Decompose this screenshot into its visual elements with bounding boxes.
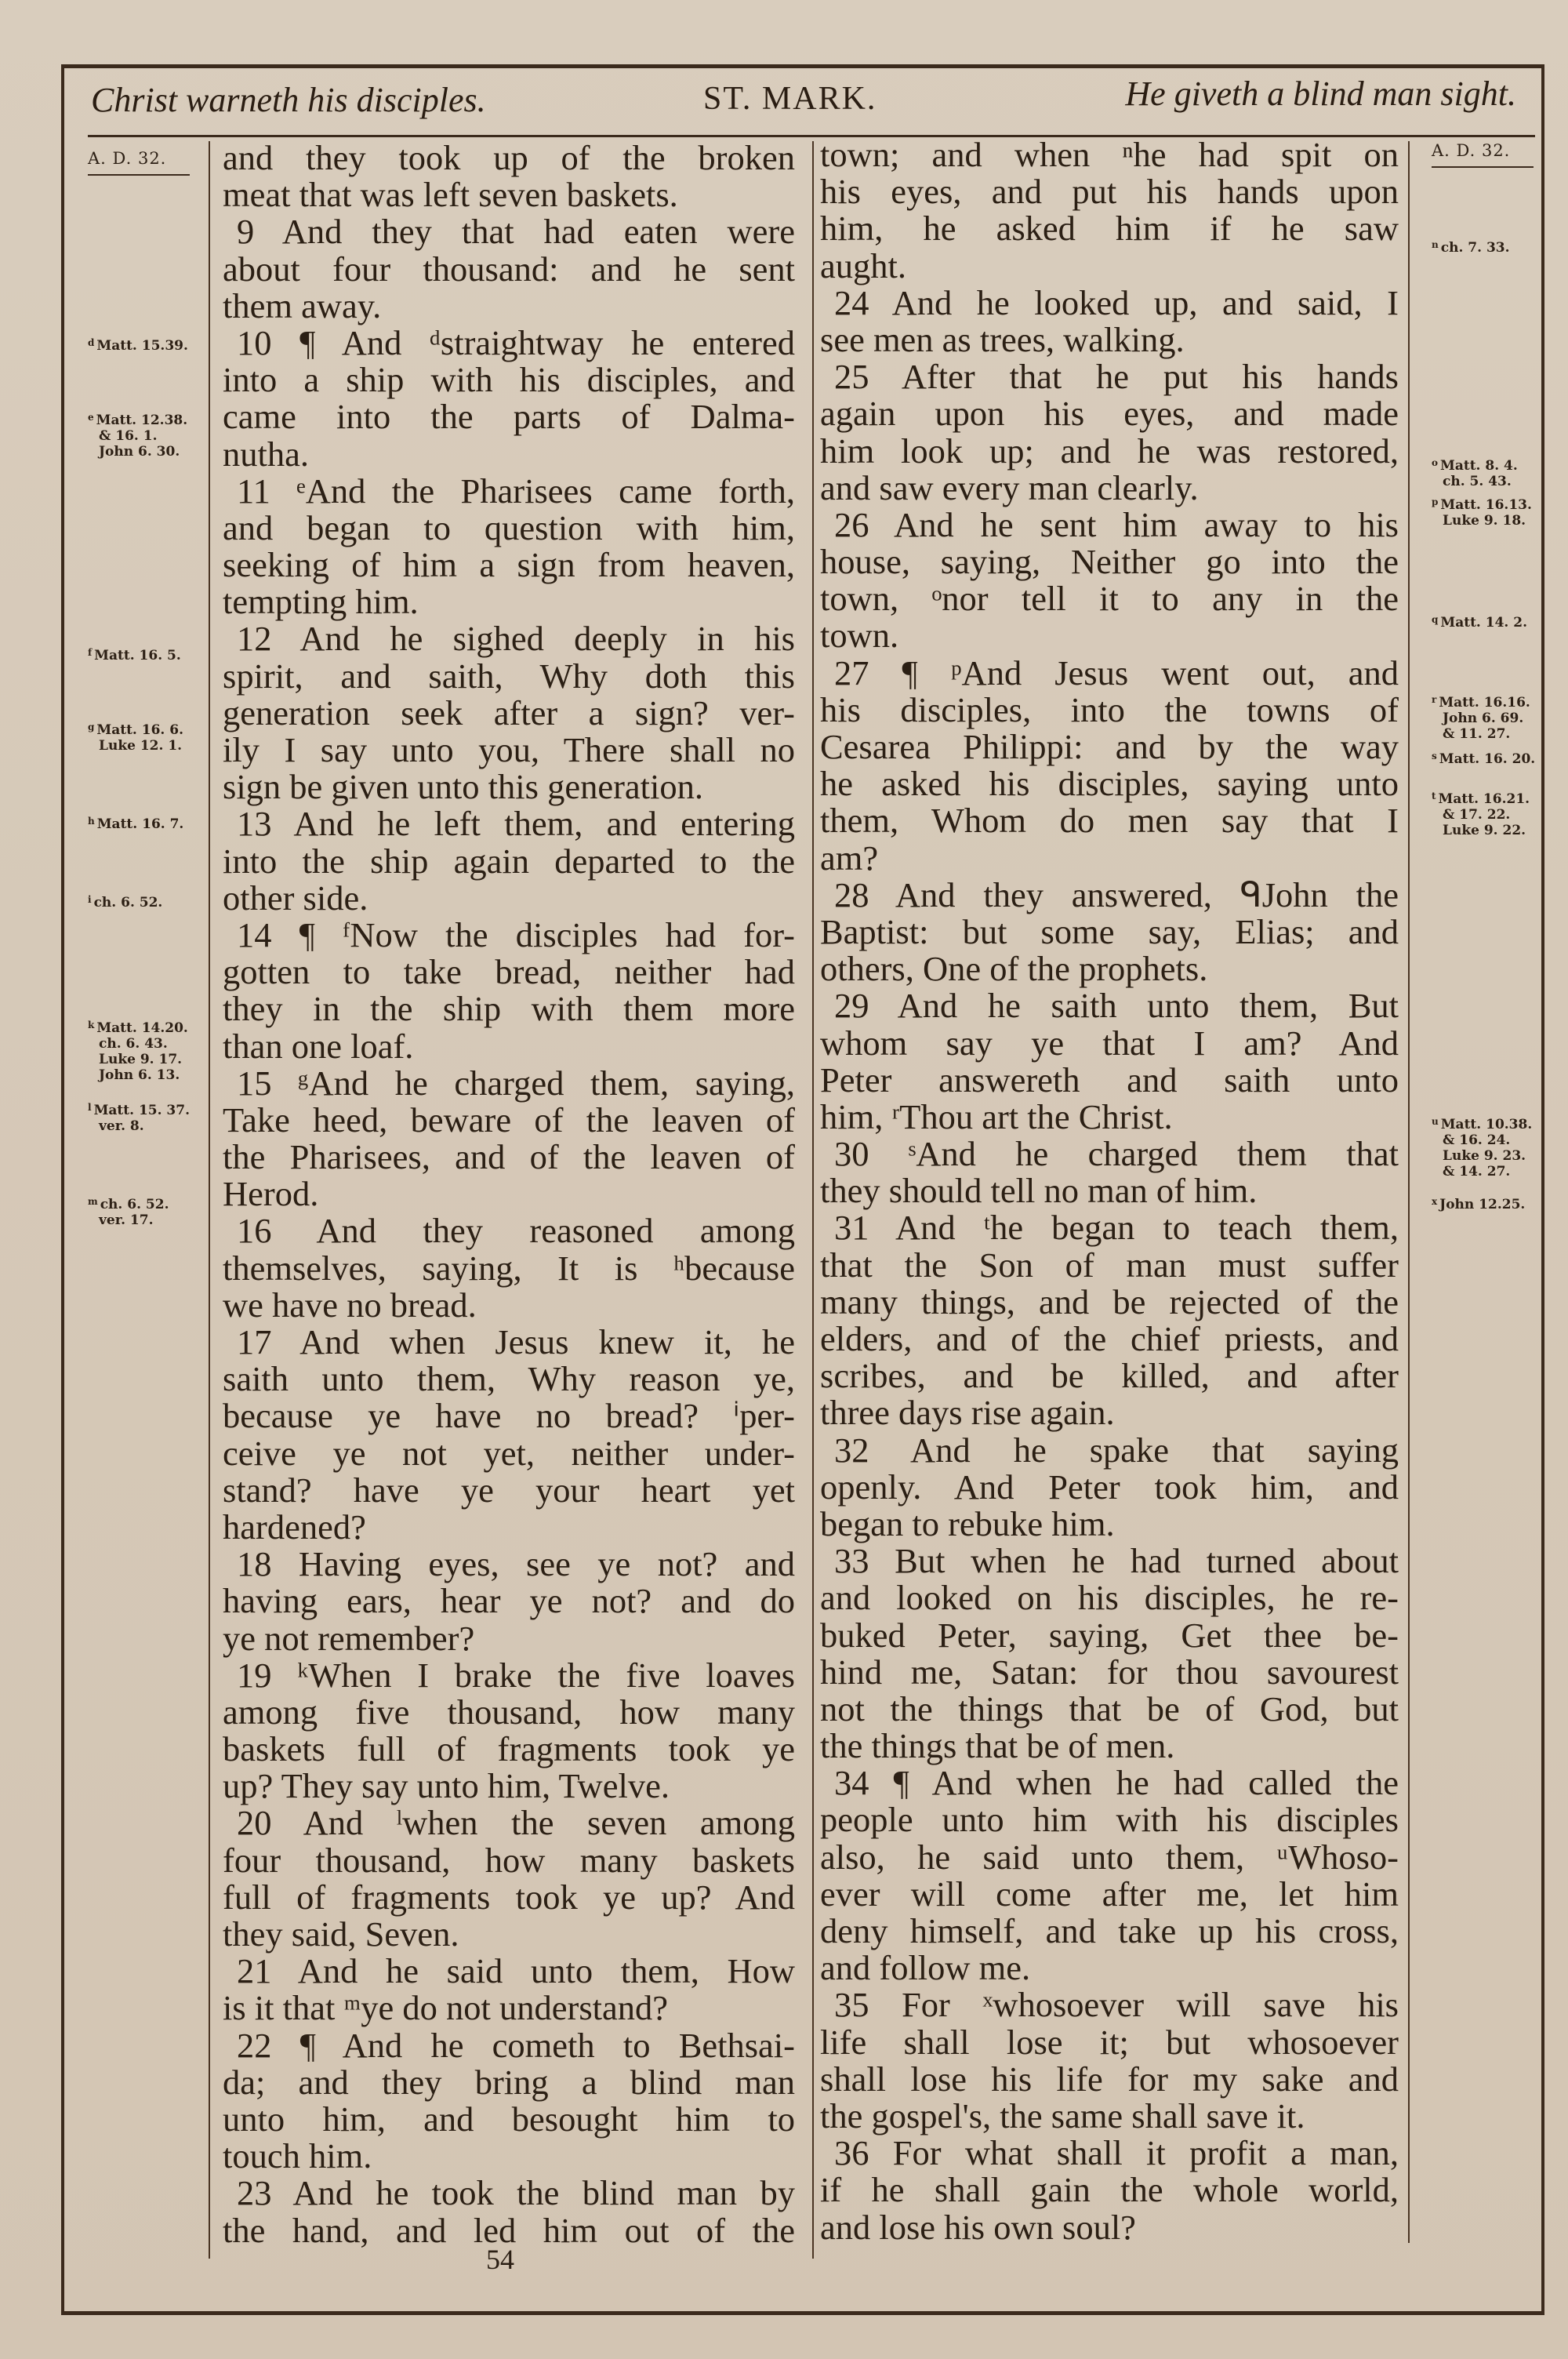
- text-line: the gospel's, the same shall save it.: [820, 2095, 1305, 2135]
- text-line: and began to question with him,: [223, 507, 795, 547]
- text-line: 35 For ˣwhosoever will save his: [834, 1985, 1399, 2025]
- page-number: 54: [486, 2244, 514, 2275]
- text-line: 31 And ᵗhe began to teach them,: [834, 1208, 1399, 1248]
- reference-text: ver. 17.: [99, 1212, 154, 1228]
- reference-text: Luke 9. 18.: [1443, 513, 1526, 529]
- text-line: nutha.: [223, 434, 309, 474]
- cross-reference-note: [88, 1100, 190, 1134]
- cross-reference-note: [88, 1017, 188, 1083]
- cross-reference-note: [88, 409, 187, 460]
- text-line: if he shall gain the whole world,: [820, 2170, 1399, 2210]
- text-line: 23 And he took the blind man by: [237, 2173, 795, 2213]
- reference-text: John 12.25.: [1439, 1197, 1526, 1212]
- text-line: hardened?: [223, 1507, 366, 1547]
- reference-mark: h: [88, 816, 95, 827]
- text-line: 33 But when he had turned about: [834, 1541, 1399, 1581]
- text-line: the things that be of men.: [820, 1726, 1175, 1766]
- text-line: Peter answereth and saith unto: [820, 1060, 1399, 1100]
- text-line: among five thousand, how many: [223, 1692, 795, 1732]
- text-line: him, he asked him if he saw: [820, 209, 1399, 249]
- text-line: gotten to take bread, neither had: [223, 952, 795, 992]
- reference-mark: l: [88, 1102, 92, 1113]
- reference-text: ch. 5. 43.: [1443, 474, 1512, 489]
- reference-text: Matt. 16. 6.: [96, 722, 184, 738]
- reference-mark: k: [88, 1020, 95, 1030]
- year-rule: [88, 174, 190, 176]
- text-line: am?: [820, 838, 879, 878]
- reference-mark: x: [1432, 1196, 1438, 1207]
- reference-text: & 11. 27.: [1443, 726, 1511, 742]
- right-margin-notes: [1432, 141, 1549, 1212]
- running-head-right: He giveth a blind man sight.: [1125, 75, 1516, 113]
- text-line: 10 ¶ And ᵈstraightway he entered: [237, 322, 795, 362]
- cross-reference-note: [1432, 1194, 1525, 1212]
- text-line: generation seek after a sign? ver-: [223, 692, 795, 732]
- text-line: saith unto them, Why reason ye,: [223, 1359, 795, 1399]
- cross-reference-note: [88, 335, 188, 354]
- reference-mark: q: [1432, 614, 1439, 625]
- text-line: came into the parts of Dalma-: [223, 397, 795, 437]
- cross-reference-note: [1432, 748, 1535, 767]
- text-line: shall lose his life for my sake and: [820, 2059, 1399, 2099]
- text-line: having ears, hear ye not? and do: [223, 1581, 795, 1621]
- text-line: life shall lose it; but whosoever: [820, 2022, 1399, 2062]
- text-line: and follow me.: [820, 1948, 1031, 1988]
- text-line: see men as trees, walking.: [820, 319, 1185, 359]
- text-line: they in the ship with them more: [223, 989, 795, 1029]
- text-line: them, Whom do men say that I: [820, 801, 1399, 841]
- cross-reference-note: [1432, 692, 1530, 742]
- reference-text: John 6. 69.: [1443, 711, 1524, 726]
- text-line: 30 ˢAnd he charged them that: [834, 1134, 1399, 1174]
- text-line: 12 And he sighed deeply in his: [237, 619, 795, 659]
- reference-mark: r: [1432, 694, 1437, 705]
- text-line: town.: [820, 616, 899, 656]
- reference-text: Matt. 14. 2.: [1440, 615, 1528, 631]
- text-line: tempting him.: [223, 582, 419, 622]
- text-line: not the things that be of God, but: [820, 1688, 1399, 1728]
- text-line: themselves, saying, It is ʰbecause: [223, 1248, 795, 1288]
- text-line: 11 ᵉAnd the Pharisees came forth,: [237, 471, 795, 511]
- text-line: 18 Having eyes, see ye not? and: [237, 1544, 795, 1584]
- reference-mark: t: [1432, 791, 1436, 801]
- text-line: them away.: [223, 285, 382, 325]
- reference-text: John 6. 30.: [99, 444, 180, 460]
- text-line: the Pharisees, and of the leaven of: [223, 1137, 795, 1177]
- reference-text: Matt. 15. 37.: [93, 1103, 191, 1118]
- text-line: three days rise again.: [820, 1393, 1115, 1433]
- reference-text: ver. 8.: [99, 1118, 144, 1134]
- text-line: he asked his disciples, saying unto: [820, 764, 1399, 804]
- text-line: whom say ye that I am? And: [820, 1023, 1399, 1063]
- reference-text: Matt. 12.38.: [96, 413, 188, 428]
- text-line: is it that ᵐye do not understand?: [223, 1988, 669, 2028]
- text-line: 32 And he spake that saying: [834, 1430, 1399, 1470]
- reference-text: Matt. 16. 5.: [94, 648, 181, 663]
- text-line: 15 ᵍAnd he charged them, saying,: [237, 1063, 795, 1103]
- text-line: Cesarea Philippi: and by the way: [820, 727, 1399, 766]
- reference-mark: n: [1432, 239, 1439, 250]
- text-line: up? They say unto him, Twelve.: [223, 1766, 670, 1806]
- text-line: him look up; and he was restored,: [820, 431, 1399, 471]
- text-line: many things, and be rejected of the: [820, 1281, 1399, 1321]
- text-line: and lose his own soul?: [820, 2207, 1136, 2247]
- text-line: his eyes, and put his hands upon: [820, 172, 1399, 212]
- text-line: sign be given unto this generation.: [223, 767, 704, 807]
- text-line: they said, Seven.: [223, 1914, 459, 1954]
- text-line: than one loaf.: [223, 1026, 414, 1066]
- year-rule: [1432, 166, 1534, 168]
- reference-text: Matt. 16.16.: [1439, 695, 1530, 711]
- text-line: house, saying, Neither go into the: [820, 542, 1399, 582]
- cross-reference-note: [88, 719, 183, 754]
- text-line: 16 And they reasoned among: [237, 1211, 795, 1251]
- reference-text: ch. 6. 43.: [99, 1036, 168, 1052]
- cross-reference-note: [88, 1194, 169, 1228]
- text-line: deny himself, and take up his cross,: [820, 1911, 1399, 1950]
- text-line: Herod.: [223, 1174, 319, 1214]
- text-line: full of fragments took ye up? And: [223, 1877, 795, 1917]
- reference-mark: i: [88, 894, 92, 905]
- reference-text: Matt. 16. 7.: [96, 816, 184, 832]
- left-margin-rule: [209, 141, 210, 2259]
- text-line: ceive ye not yet, neither under-: [223, 1433, 795, 1473]
- text-line: town; and when ⁿhe had spit on: [820, 135, 1399, 174]
- reference-mark: u: [1432, 1116, 1439, 1127]
- reference-mark: o: [1432, 457, 1439, 468]
- text-line: 9 And they that had eaten were: [237, 212, 795, 252]
- text-line: 20 And ˡwhen the seven among: [237, 1803, 795, 1843]
- reference-text: Luke 9. 23.: [1443, 1148, 1526, 1164]
- text-line: also, he said unto them, ᵘWhoso-: [820, 1837, 1399, 1877]
- cross-reference-note: [1432, 788, 1530, 838]
- reference-text: Matt. 16. 20.: [1439, 751, 1536, 767]
- running-head-left: Christ warneth his disciples.: [91, 81, 486, 119]
- text-line: began to rebuke him.: [820, 1503, 1115, 1543]
- text-line: 27 ¶ ᵖAnd Jesus went out, and: [834, 652, 1399, 692]
- text-line: into a ship with his disciples, and: [223, 360, 795, 400]
- text-line: town, ᵒnor tell it to any in the: [820, 579, 1399, 619]
- text-line: ily I say unto you, There shall no: [223, 730, 795, 769]
- right-margin-rule: [1408, 141, 1410, 2243]
- text-line: because ye have no bread? ⁱper-: [223, 1396, 795, 1436]
- cross-reference-note: [88, 645, 181, 663]
- reference-text: Matt. 15.39.: [96, 338, 188, 354]
- text-line: about four thousand: and he sent: [223, 249, 795, 289]
- text-line: scribes, and be killed, and after: [820, 1356, 1399, 1396]
- text-line: spirit, and saith, Why doth this: [223, 656, 795, 696]
- reference-text: ch. 7. 33.: [1440, 240, 1510, 256]
- text-line: Take heed, beware of the leaven of: [223, 1100, 795, 1140]
- text-line: aught.: [820, 245, 906, 285]
- reference-mark: s: [1432, 751, 1437, 761]
- text-line: seeking of him a sign from heaven,: [223, 545, 795, 585]
- text-line: him, ʳThou art the Christ.: [820, 1096, 1173, 1136]
- reference-mark: d: [88, 337, 95, 348]
- text-line: stand? have ye your heart yet: [223, 1470, 795, 1510]
- reference-text: & 14. 27.: [1443, 1164, 1511, 1180]
- reference-mark: g: [88, 722, 95, 732]
- text-line: baskets full of fragments took ye: [223, 1729, 795, 1769]
- cross-reference-note: [1432, 455, 1518, 489]
- text-line: 34 ¶ And when he had called the: [834, 1763, 1399, 1803]
- text-line: again upon his eyes, and made: [820, 394, 1399, 434]
- reference-text: Luke 9. 17.: [99, 1052, 183, 1067]
- text-line: and they took up of the broken: [223, 138, 795, 177]
- text-line: other side.: [223, 878, 368, 918]
- reference-text: Matt. 8. 4.: [1440, 458, 1518, 474]
- text-line: 17 And when Jesus knew it, he: [237, 1322, 795, 1361]
- cross-reference-note: [88, 813, 183, 832]
- text-line: 29 And he saith unto them, But: [834, 986, 1399, 1026]
- text-column-right: [820, 136, 1399, 2246]
- reference-text: Luke 9. 22.: [1443, 823, 1526, 838]
- reference-text: & 17. 22.: [1443, 807, 1511, 823]
- text-line: 24 And he looked up, and said, I: [834, 282, 1399, 322]
- text-line: Baptist: but some say, Elias; and: [820, 911, 1399, 951]
- text-line: ye not remember?: [223, 1618, 475, 1658]
- text-line: 13 And he left them, and entering: [237, 804, 795, 844]
- text-line: 25 After that he put his hands: [834, 357, 1399, 397]
- reference-text: & 16. 24.: [1443, 1132, 1511, 1148]
- text-line: buked Peter, saying, Get thee be-: [820, 1615, 1399, 1655]
- text-line: 26 And he sent him away to his: [834, 504, 1399, 544]
- reference-mark: e: [88, 412, 94, 423]
- text-line: 28 And they answered, ᑫJohn the: [834, 874, 1399, 914]
- reference-text: & 16. 1.: [99, 428, 158, 444]
- reference-mark: f: [88, 647, 93, 658]
- text-line: people unto him with his disciples: [820, 1800, 1399, 1840]
- reference-text: Luke 12. 1.: [99, 738, 183, 754]
- reference-text: Matt. 16.13.: [1440, 497, 1532, 513]
- text-line: openly. And Peter took him, and: [820, 1467, 1399, 1507]
- text-line: elders, and of the chief priests, and: [820, 1319, 1399, 1358]
- cross-reference-note: [1432, 237, 1510, 256]
- text-line: into the ship again departed to the: [223, 841, 795, 881]
- text-line: meat that was left seven baskets.: [223, 175, 678, 215]
- text-line: his disciples, into the towns of: [820, 689, 1399, 729]
- text-line: and looked on his disciples, he re-: [820, 1578, 1399, 1618]
- reference-text: John 6. 13.: [99, 1067, 180, 1083]
- text-line: others, One of the prophets.: [820, 949, 1208, 989]
- left-margin-notes: [88, 149, 205, 1228]
- text-line: unto him, and besought him to: [223, 2099, 795, 2139]
- running-head-book-title: ST. MARK.: [703, 81, 877, 117]
- text-line: touch him.: [223, 2136, 372, 2176]
- cross-reference-note: [88, 892, 162, 911]
- left-margin-year: A. D. 32.: [88, 149, 167, 168]
- reference-text: ch. 6. 52.: [93, 895, 163, 911]
- text-line: da; and they bring a blind man: [223, 2062, 795, 2102]
- text-line: 19 ᵏWhen I brake the five loaves: [237, 1655, 795, 1695]
- cross-reference-note: [1432, 612, 1527, 631]
- text-line: 14 ¶ ᶠNow the disciples had for-: [237, 914, 795, 954]
- right-margin-year: A. D. 32.: [1432, 141, 1511, 160]
- reference-text: Matt. 10.38.: [1440, 1117, 1533, 1132]
- text-line: 21 And he said unto them, How: [237, 1951, 795, 1991]
- reference-mark: p: [1432, 496, 1439, 507]
- text-line: the hand, and led him out of the: [223, 2210, 795, 2250]
- text-line: 36 For what shall it profit a man,: [834, 2133, 1399, 2173]
- text-line: ever will come after me, let him: [820, 1874, 1399, 1914]
- reference-text: Matt. 16.21.: [1438, 791, 1530, 807]
- text-line: four thousand, how many baskets: [223, 1840, 795, 1880]
- text-line: 22 ¶ And he cometh to Bethsai-: [237, 2025, 795, 2065]
- text-line: we have no bread.: [223, 1285, 477, 1325]
- text-column-left: [223, 140, 795, 2249]
- text-line: they should tell no man of him.: [820, 1171, 1258, 1211]
- text-line: hind me, Satan: for thou savourest: [820, 1652, 1399, 1692]
- reference-text: ch. 6. 52.: [100, 1197, 169, 1212]
- reference-mark: m: [88, 1196, 98, 1207]
- text-line: and saw every man clearly.: [820, 467, 1199, 507]
- center-column-rule: [812, 141, 814, 2259]
- reference-text: Matt. 14.20.: [96, 1020, 188, 1036]
- text-line: that the Son of man must suffer: [820, 1245, 1399, 1285]
- cross-reference-note: [1432, 1114, 1532, 1180]
- cross-reference-note: [1432, 494, 1532, 529]
